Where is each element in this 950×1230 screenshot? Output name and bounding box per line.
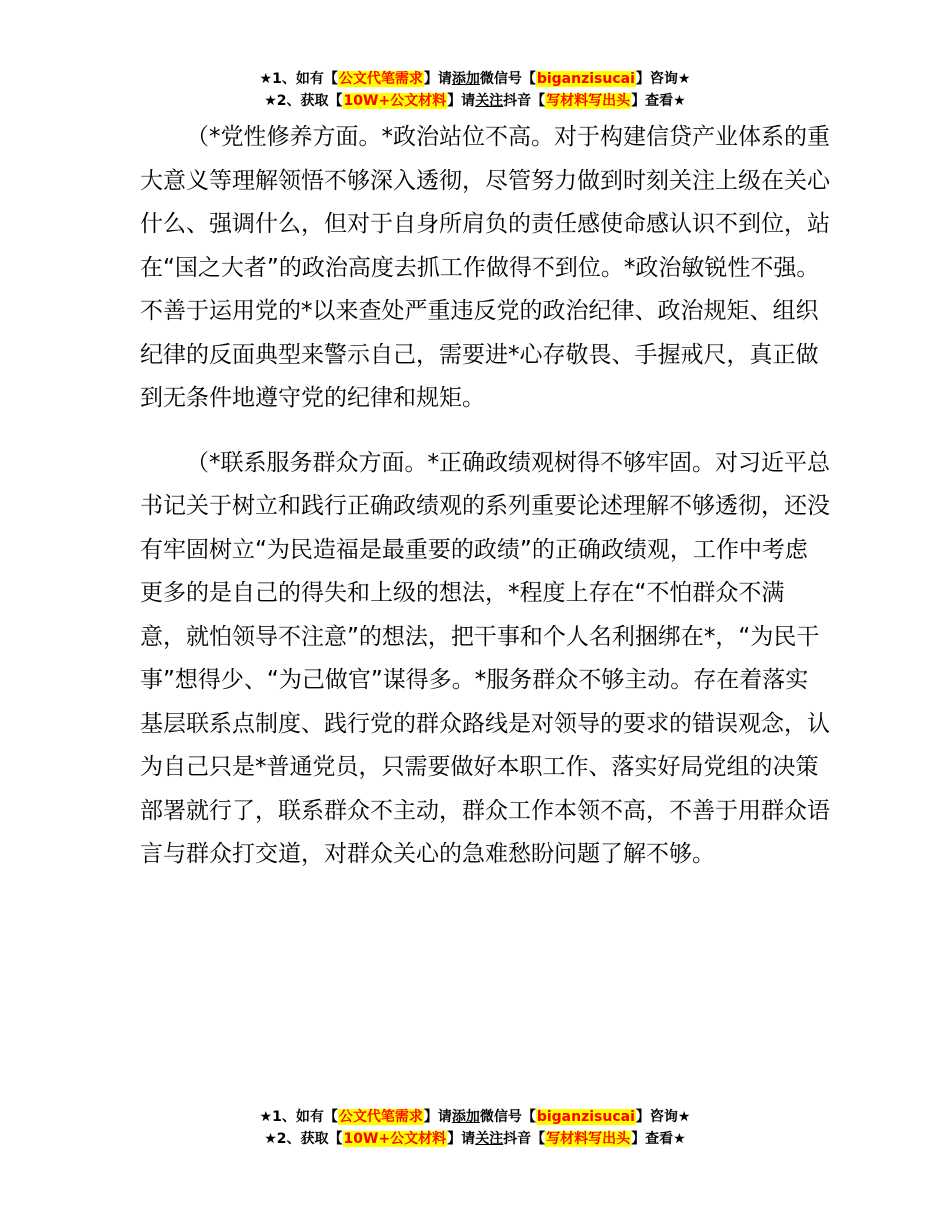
footer-line-2-suffix: 】查看★	[631, 1131, 686, 1147]
materials-highlight: 10W+公文材料	[343, 93, 447, 109]
banner-line-2-mid: 】请	[447, 93, 476, 109]
footer-wechat-id-highlight: biganzisucai	[536, 1109, 635, 1125]
footer-follow-underlined-text: 关注	[475, 1131, 504, 1147]
banner-line-1-suffix: 】咨询★	[635, 71, 691, 87]
service-highlight: 公文代笔需求	[338, 71, 423, 87]
footer-line-1-mid-2: 微信号【	[479, 1109, 536, 1125]
paragraph-serving-masses: （*联系服务群众方面。*正确政绩观树得不够牢固。对习近平总书记关于树立和践行正确政绩观的系列重要论述理解不够透彻，还没有牢固树立“为民造福是最重要的政绩”的正确政绩观，工作中考虑更多的是自己的得失和上级的想法，*程度上存在“不怕群众不满意，就怕领导不注意”的想法，把干事和个人名利捆绑在*，“为民干事”想得少、“为己做官”谋得多。*服务群众不够主动。存在着落实基层联系点制度、践行党的群众路线是对领导的要求的错误观念，认为自己只是*普通党员，只需要做好本职工作、落实好局党组的决策部署就行了，联系群众不主动，群众工作本领不高，不善于用群众语言与群众打交道，对群众关心的急难愁盼问题了解不够。	[140, 449, 830, 867]
footer-line-2-prefix: ★2、获取【	[264, 1131, 343, 1147]
banner-line-2	[0, 90, 950, 112]
footer-douyin-account-highlight: 写材料写出头	[546, 1131, 631, 1147]
footer-line-2-mid-2: 抖音【	[503, 1131, 546, 1147]
footer-banner	[0, 1106, 950, 1150]
banner-line-1-mid: 】请	[423, 71, 452, 87]
banner-line-2-prefix: ★2、获取【	[264, 93, 343, 109]
footer-add-underlined-text: 添加	[451, 1109, 480, 1125]
banner-line-2-suffix: 】查看★	[631, 93, 686, 109]
footer-service-highlight: 公文代笔需求	[338, 1109, 423, 1125]
banner-line-1-prefix: ★1、如有【	[259, 71, 338, 87]
footer-line-1-mid: 】请	[423, 1109, 452, 1125]
douyin-account-highlight: 写材料写出头	[546, 93, 631, 109]
banner-line-1	[0, 68, 950, 90]
footer-banner-line-1	[0, 1106, 950, 1128]
follow-underlined-text: 关注	[475, 93, 504, 109]
add-underlined-text: 添加	[451, 71, 480, 87]
header-banner	[0, 68, 950, 112]
paragraph-party-cultivation: （*党性修养方面。*政治站位不高。对于构建信贷产业体系的重大意义等理解领悟不够深入透彻，尽管努力做到时刻关注上级在关心什么、强调什么，但对于自身所肩负的责任感使命感认识不到位，站在“国之大者”的政治高度去抓工作做得不到位。*政治敏锐性不强。不善于运用党的*以来查处严重违反党的政治纪律、政治规矩、组织纪律的反面典型来警示自己，需要进*心存敬畏、手握戒尺，真正做到无条件地遵守党的纪律和规矩。	[140, 124, 830, 411]
banner-line-1-mid-2: 微信号【	[479, 71, 536, 87]
footer-line-1-suffix: 】咨询★	[635, 1109, 691, 1125]
footer-banner-line-2	[0, 1128, 950, 1150]
footer-materials-highlight: 10W+公文材料	[343, 1131, 447, 1147]
footer-line-1-prefix: ★1、如有【	[259, 1109, 338, 1125]
document-body	[140, 116, 830, 877]
banner-line-2-mid-2: 抖音【	[503, 93, 546, 109]
footer-line-2-mid: 】请	[447, 1131, 476, 1147]
wechat-id-highlight: biganzisucai	[536, 71, 635, 87]
